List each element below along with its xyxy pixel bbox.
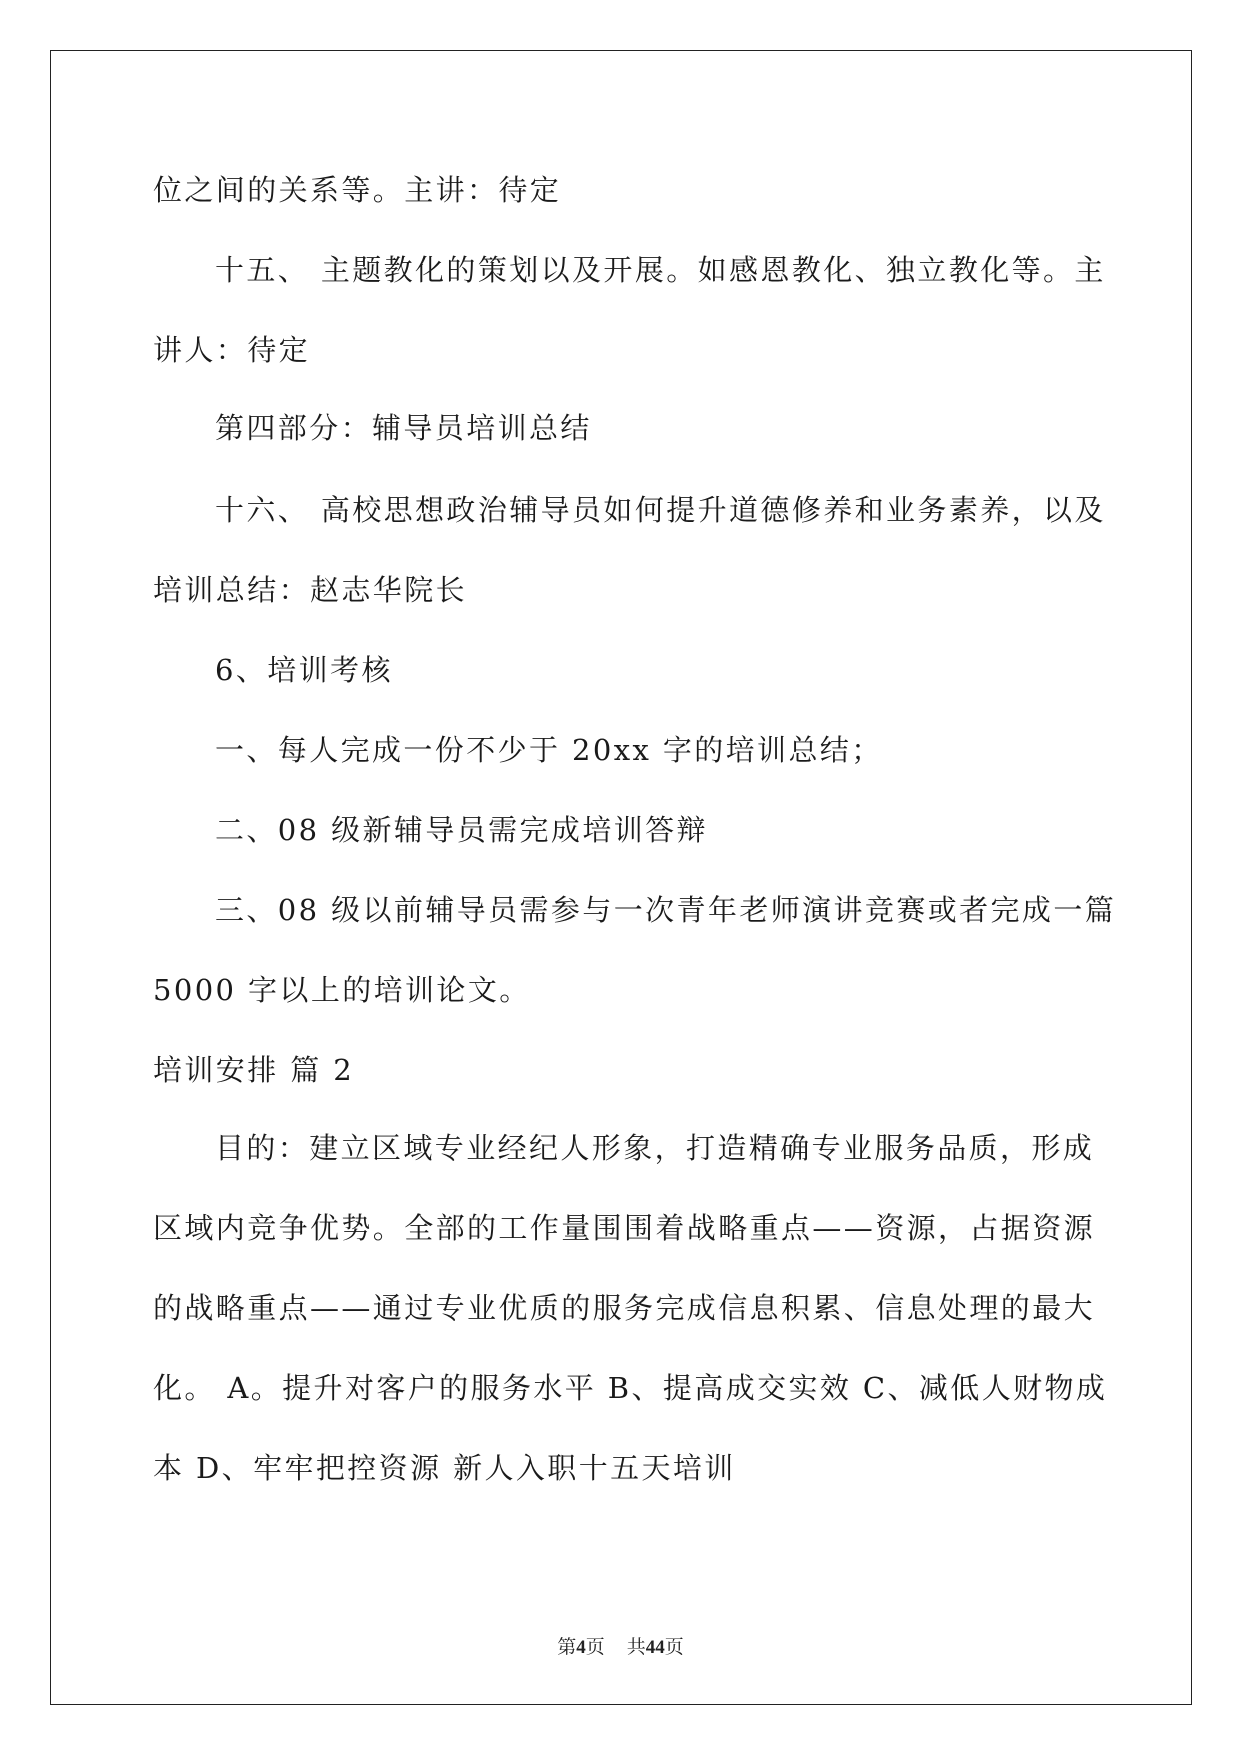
footer-total-prefix: 共 [626, 1637, 646, 1658]
list-item: 二、08 级新辅导员需完成培训答辩 [215, 813, 708, 847]
page-footer [0, 1632, 1241, 1659]
body-line: 位之间的关系等。主讲：待定 [153, 173, 562, 207]
body-line: 目的：建立区域专业经纪人形象，打造精确专业服务品质，形成 [215, 1131, 1095, 1165]
body-line: 培训总结：赵志华院长 [153, 573, 468, 607]
body-line: 本 D、牢牢把控资源 新人入职十五天培训 [153, 1451, 736, 1485]
current-page-number: 4 [576, 1637, 586, 1658]
total-page-count: 44 [645, 1637, 665, 1658]
section-heading: 第四部分：辅导员培训总结 [215, 411, 592, 445]
list-item: 三、08 级以前辅导员需参与一次青年老师演讲竞赛或者完成一篇 [215, 893, 1117, 927]
body-line: 讲人：待定 [153, 333, 311, 367]
body-line: 5000 字以上的培训论文。 [153, 973, 531, 1007]
body-line: 十六、 高校思想政治辅导员如何提升道德修养和业务素养，以及 [215, 493, 1106, 527]
section-heading: 6、培训考核 [215, 653, 393, 687]
section-title: 培训安排 篇 2 [153, 1053, 355, 1087]
list-item: 一、每人完成一份不少于 20xx 字的培训总结； [215, 733, 883, 767]
body-line: 化。 A。提升对客户的服务水平 B、提高成交实效 C、减低人财物成 [153, 1371, 1108, 1405]
footer-prefix: 第 [557, 1637, 577, 1658]
body-line: 十五、 主题教化的策划以及开展。如感恩教化、独立教化等。主 [215, 253, 1106, 287]
footer-total-suffix: 页 [664, 1637, 684, 1658]
footer-page-suffix: 页 [585, 1637, 605, 1658]
body-line: 区域内竞争优势。全部的工作量围围着战略重点——资源，占据资源 [153, 1211, 1096, 1245]
body-line: 的战略重点——通过专业优质的服务完成信息积累、信息处理的最大 [153, 1291, 1096, 1325]
